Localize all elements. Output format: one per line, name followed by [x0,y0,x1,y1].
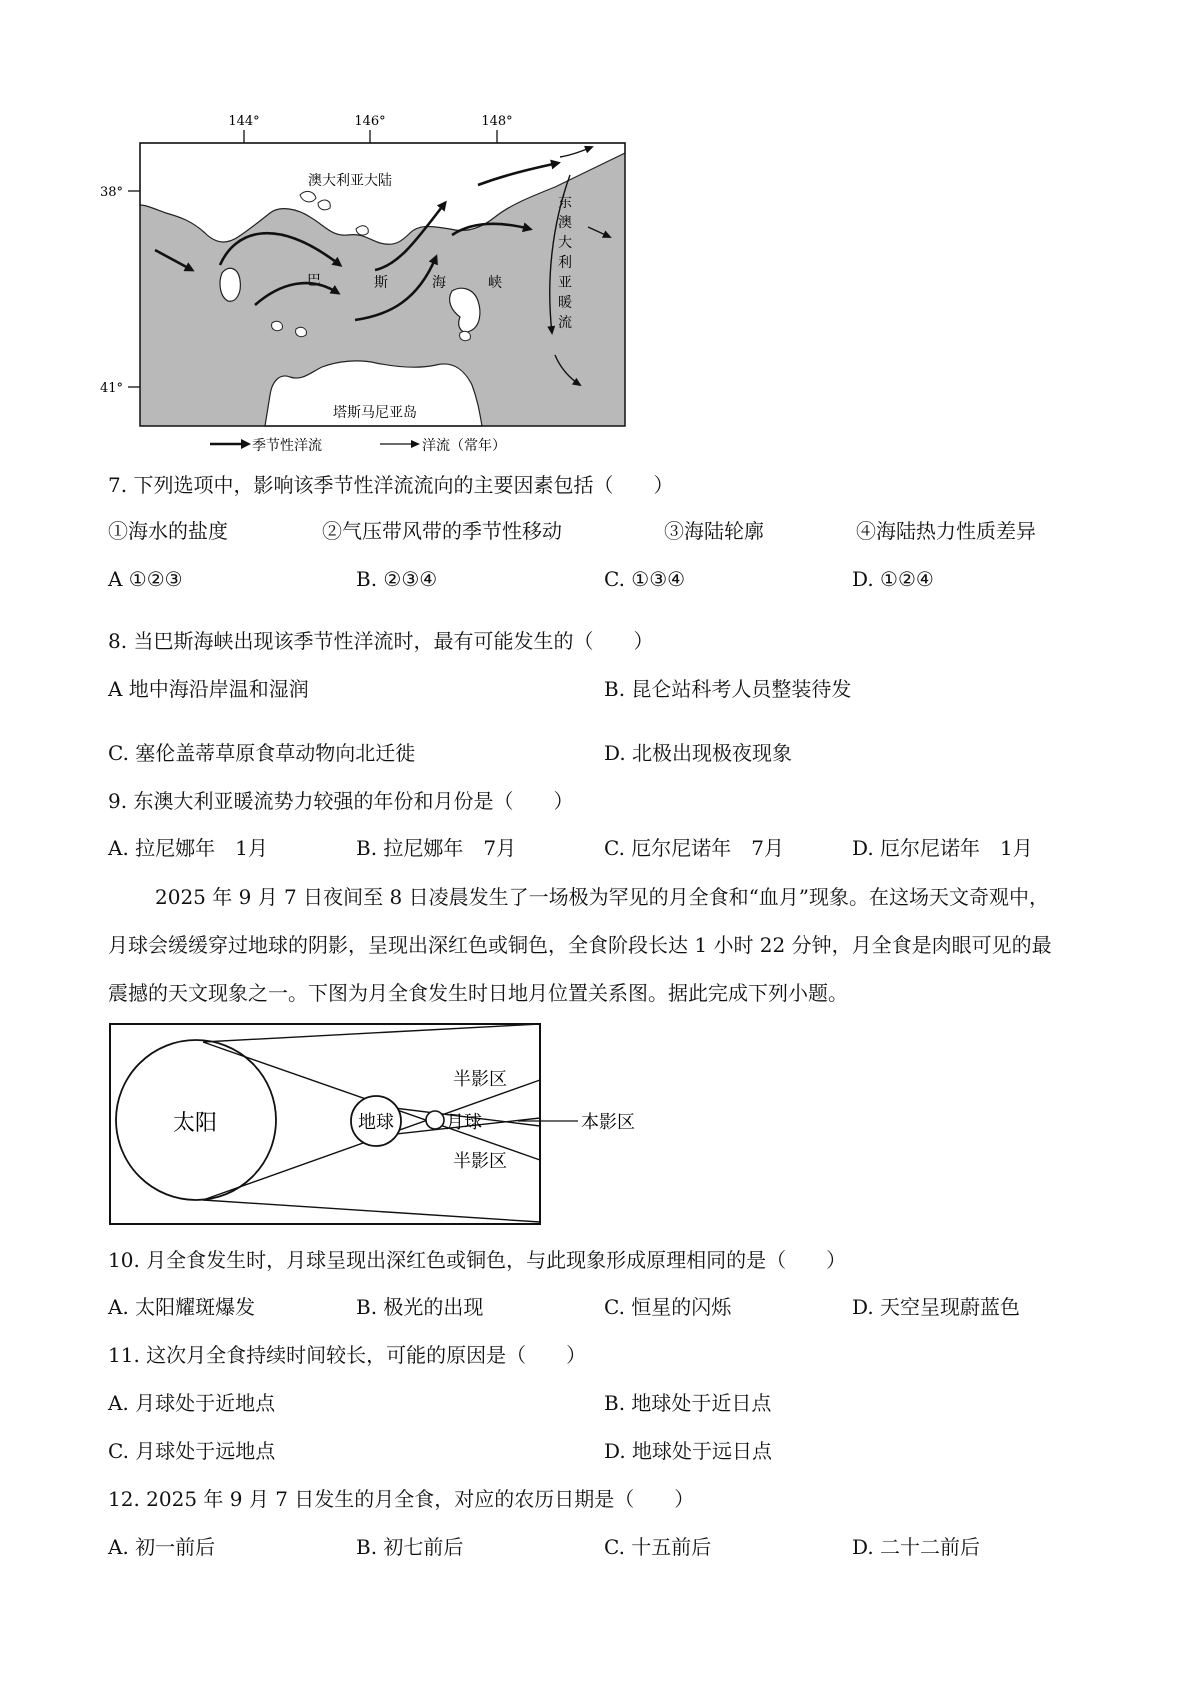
q10-option-a[interactable]: A. 太阳耀斑爆发 [108,1295,256,1319]
lon-label-144: 144° [228,114,260,129]
lat-label-38: 38° [100,185,124,200]
svg-text:大: 大 [558,235,572,251]
q9-option-c[interactable]: C. 厄尔尼诺年 7月 [604,836,785,860]
svg-text:暖: 暖 [558,295,572,311]
q12-option-b[interactable]: B. 初七前后 [356,1535,464,1559]
svg-text:亚: 亚 [558,275,572,291]
q8-option-a[interactable]: A 地中海沿岸温和湿润 [108,677,309,701]
umbra-label: 本影区 [581,1112,635,1133]
island-label: 塔斯马尼亚岛 [333,405,417,421]
sun-label: 太阳 [173,1111,218,1136]
lon-label-146: 146° [354,114,386,129]
q12-stem: 12. 2025 年 9 月 7 日发生的月全食，对应的农历日期是（ ） [108,1487,695,1511]
q11-option-b[interactable]: B. 地球处于近日点 [604,1391,772,1415]
q12-option-d[interactable]: D. 二十二前后 [852,1535,981,1559]
strait-char-2: 斯 [374,275,388,291]
q7-option-a[interactable]: A ①②③ [108,567,183,591]
legend-seasonal-label: 季节性洋流 [252,438,322,454]
q12-option-c[interactable]: C. 十五前后 [604,1535,712,1559]
q7-option-c[interactable]: C. ①③④ [604,567,686,591]
q8-option-c[interactable]: C. 塞伦盖蒂草原食草动物向北迁徙 [108,741,416,765]
strait-char-1: 巴 [307,273,321,289]
strait-char-3: 海 [432,275,446,291]
passage-line-3: 震撼的天文现象之一。下图为月全食发生时日地月位置关系图。据此完成下列小题。 [108,981,848,1005]
q9-option-b[interactable]: B. 拉尼娜年 7月 [356,836,517,860]
q8-stem: 8. 当巴斯海峡出现该季节性洋流时，最有可能发生的（ ） [108,629,654,653]
svg-text:澳: 澳 [558,215,572,231]
q7-stem: 7. 下列选项中，影响该季节性洋流流向的主要因素包括（ ） [108,473,674,497]
svg-text:流: 流 [558,315,572,331]
q10-option-c[interactable]: C. 恒星的闪烁 [604,1295,732,1319]
svg-text:利: 利 [558,255,572,271]
q11-option-c[interactable]: C. 月球处于远地点 [108,1439,276,1463]
lon-label-148: 148° [481,114,513,129]
q7-factor-4: ④海陆热力性质差异 [856,519,1036,543]
q9-stem: 9. 东澳大利亚暖流势力较强的年份和月份是（ ） [108,789,574,813]
eclipse-diagram [108,1022,648,1228]
strait-char-4: 峡 [488,275,502,291]
penumbra-top-label: 半影区 [453,1069,507,1090]
legend-perennial-label: 洋流（常年） [422,438,506,454]
passage-line-2: 月球会缓缓穿过地球的阴影，呈现出深红色或铜色，全食阶段长达 1 小时 22 分钟，月全食是肉眼可见的最 [108,933,1052,957]
q7-option-d[interactable]: D. ①②④ [852,567,934,591]
q11-stem: 11. 这次月全食持续时间较长，可能的原因是（ ） [108,1343,587,1367]
bass-strait-map [100,105,660,455]
q9-option-d[interactable]: D. 厄尔尼诺年 1月 [852,836,1033,860]
q8-option-b[interactable]: B. 昆仑站科考人员整装待发 [604,677,852,701]
q7-factor-3: ③海陆轮廓 [664,519,764,543]
q7-option-b[interactable]: B. ②③④ [356,567,438,591]
q9-option-a[interactable]: A. 拉尼娜年 1月 [108,836,268,860]
passage-line-1: 2025 年 9 月 7 日夜间至 8 日凌晨发生了一场极为罕见的月全食和“血月”现象。在这场天文奇观中， [155,885,1050,909]
penumbra-bottom-label: 半影区 [453,1151,507,1172]
earth-label: 地球 [358,1112,394,1133]
q10-option-b[interactable]: B. 极光的出现 [356,1295,484,1319]
map-legend [210,437,506,454]
q7-factor-2: ②气压带风带的季节性移动 [322,519,562,543]
q11-option-a[interactable]: A. 月球处于近地点 [108,1391,276,1415]
continent-label: 澳大利亚大陆 [308,173,392,189]
svg-text:东: 东 [558,195,572,211]
q10-option-d[interactable]: D. 天空呈现蔚蓝色 [852,1295,1021,1319]
moon-circle [426,1111,444,1129]
q7-factor-1: ①海水的盐度 [108,519,228,543]
q10-stem: 10. 月全食发生时，月球呈现出深红色或铜色，与此现象形成原理相同的是（ ） [108,1248,847,1272]
q8-option-d[interactable]: D. 北极出现极夜现象 [604,741,793,765]
q11-option-d[interactable]: D. 地球处于远日点 [604,1439,773,1463]
q12-option-a[interactable]: A. 初一前后 [108,1535,216,1559]
moon-label: 月球 [446,1112,482,1133]
lat-label-41: 41° [100,381,124,396]
east-australian-current-label [558,195,572,331]
